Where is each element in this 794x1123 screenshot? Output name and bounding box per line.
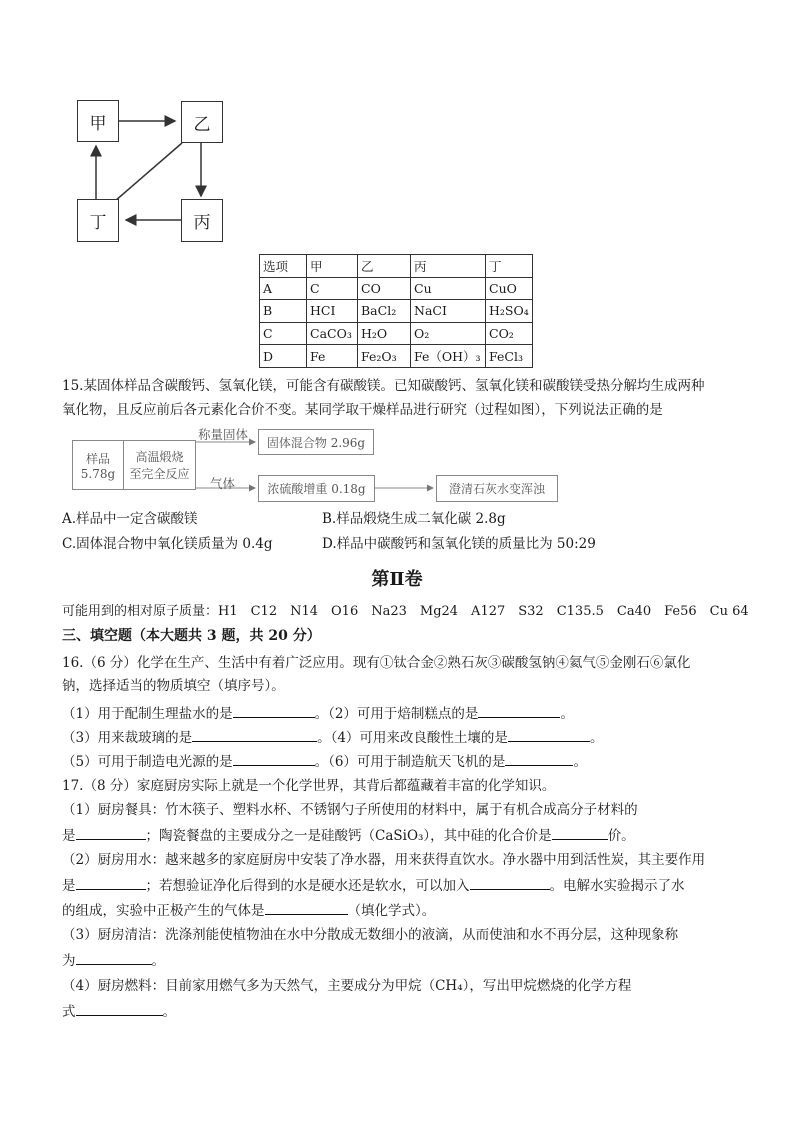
q17-answer-valence[interactable] [552, 827, 608, 840]
table-cell: Fe（OH）₃ [411, 345, 486, 368]
q17-part2-line2 [62, 877, 685, 894]
table-header-cell: 丙 [411, 255, 486, 278]
table-cell: Fe [307, 345, 358, 368]
table-cell: C [307, 277, 358, 300]
table-row [260, 277, 533, 300]
table-cell: CO₂ [486, 322, 533, 345]
q15-stem-line1: 15.某固体样品含碳酸钙、氢氧化镁，可能含有碳酸镁。已知碳酸钙、氢氧化镁和碳酸镁受热分解均生成两种 [62, 378, 705, 394]
flow-sample-mass: 5.78g [80, 466, 116, 481]
section-heading: 三、填空题（本大题共 3 题，共 20 分） [62, 628, 321, 644]
flow-condition-2: 至完全反应 [129, 467, 190, 481]
table-cell: NaCI [411, 300, 486, 323]
q17-text: ；陶瓷餐盘的主要成分之一是硅酸钙（CaSiO₃），其中硅的化合价是 [145, 828, 552, 844]
q17-text: 是 [62, 828, 76, 844]
q16-item-6: 。（6）可用于制造航天飞机的是 [314, 754, 506, 770]
q16-answer-1[interactable] [233, 705, 315, 718]
q17-part1-line2 [62, 827, 635, 844]
q17-text: ；若想验证净化后得到的水是硬水还是软水，可以加入 [145, 878, 470, 894]
q16-row-2 [62, 729, 603, 746]
q15-option-d: D.样品中碳酸钙和氢氧化镁的质量比为 50:29 [322, 536, 596, 552]
flow-acid-box: 浓硫酸增重 0.18g [258, 475, 375, 502]
q17-text: 为 [62, 953, 76, 969]
flow-solid-label: 称量固体 [198, 427, 249, 442]
q16-end: 。 [560, 706, 574, 722]
q17-answer-equation[interactable] [76, 1003, 163, 1016]
q17-text: 是 [62, 878, 76, 894]
options-table [259, 254, 533, 368]
node-jia: 甲 [77, 100, 119, 142]
table-header-cell: 丁 [486, 255, 533, 278]
node-bing: 丙 [181, 199, 223, 242]
q17-intro: 17.（8 分）家庭厨房实际上就是一个化学世界，其背后都蕴藏着丰富的化学知识。 [62, 778, 556, 794]
q16-answer-4[interactable] [508, 729, 590, 742]
flow-gas-label: 气体 [210, 476, 236, 491]
q17-part2-line1: （2）厨房用水：越来越多的家庭厨房中安装了净水器，用来获得直饮水。净水器中用到活性炭，其主要作用 [62, 852, 706, 868]
table-row [260, 322, 533, 345]
q15-stem-line2: 氧化物，且反应前后各元素化合价不变。某同学取干燥样品进行研究（过程如图），下列说法正确的是 [62, 402, 663, 418]
table-cell: FeCl₃ [486, 345, 533, 368]
node-yi: 乙 [181, 101, 223, 143]
table-row [260, 300, 533, 323]
table-header-cell: 选项 [260, 255, 307, 278]
table-cell: C [260, 322, 307, 345]
table-header-cell: 乙 [358, 255, 411, 278]
q15-option-a: A.样品中一定含碳酸镁 [62, 511, 198, 527]
table-cell: Cu [411, 277, 486, 300]
flow-sample-label: 样品 [85, 451, 110, 466]
table-cell: D [260, 345, 307, 368]
q17-part4-line1: （4）厨房燃料：目前家用燃气多为天然气，主要成分为甲烷（CH₄），写出甲烷燃烧的化学方程 [62, 978, 632, 994]
table-row [260, 345, 533, 368]
q17-part1-line1: （1）厨房餐具：竹木筷子、塑料水杯、不锈钢勺子所使用的材料中，属于有机合成高分子材料的 [62, 802, 638, 818]
q15-option-b: B.样品煅烧生成二氧化碳 2.8g [322, 511, 506, 527]
q17-part3-line1: （3）厨房清洁：洗涤剂能使植物油在水中分散成无数细小的液滴，从而使油和水不再分层，这种现象称 [62, 927, 679, 943]
table-cell: CuO [486, 277, 533, 300]
flow-sample-box [72, 440, 124, 490]
line-ding-yi [115, 143, 182, 201]
table-cell: H₂O [358, 322, 411, 345]
q17-part3-line2 [62, 952, 165, 969]
diagram-arrows [0, 0, 794, 260]
table-cell: O₂ [411, 322, 486, 345]
q17-text: 。 [151, 953, 165, 969]
q16-end: 。 [589, 730, 604, 746]
table-cell: Fe₂O₃ [358, 345, 411, 368]
table-cell: HCI [307, 300, 358, 323]
table-header-cell: 甲 [307, 255, 358, 278]
q16-end: 。 [573, 754, 587, 770]
table-header-row [260, 255, 533, 278]
q16-row-3 [62, 753, 587, 770]
q16-item-4: 。（4）可用来改良酸性土壤的是 [317, 730, 508, 746]
q17-answer-reagent[interactable] [470, 877, 550, 890]
flow-condition-box [124, 440, 196, 490]
flow-solid-box: 固体混合物 2.96g [258, 429, 374, 455]
atomic-mass-line: 可能用到的相对原子质量：H1 C12 N14 O16 Na23 Mg24 A127 S32 C135.5 Ca40 Fe56 Cu 64 [62, 604, 749, 619]
q16-item-1: （1）用于配制生理盐水的是 [62, 706, 233, 722]
flow-lime-box: 澄清石灰水变浑浊 [436, 475, 558, 502]
table-cell: A [260, 277, 307, 300]
q17-text: 价。 [607, 828, 635, 844]
q17-part2-line3 [62, 902, 435, 919]
node-ding: 丁 [77, 199, 119, 242]
section-title: 第Ⅱ卷 [371, 569, 423, 590]
q17-answer-material[interactable] [76, 827, 146, 840]
q16-answer-6[interactable] [505, 753, 573, 766]
q16-item-2: 。（2）可用于焙制糕点的是 [314, 706, 479, 722]
table-cell: H₂SO₄ [486, 300, 533, 323]
q16-stem-line1: 16.（6 分）化学在生产、生活中有着广泛应用。现有①钛合金②熟石灰③碳酸氢钠④氦气⑤金刚石⑥氯化 [62, 655, 691, 671]
q17-text: （填化学式）。 [347, 903, 436, 919]
q17-text: 。电解水实验揭示了水 [549, 878, 685, 894]
q15-option-c: C.固体混合物中氧化镁质量为 0.4g [62, 536, 273, 552]
q16-item-3: （3）用来裁玻璃的是 [62, 730, 193, 746]
q16-row-1 [62, 705, 574, 722]
q17-answer-emulsion[interactable] [76, 952, 152, 965]
q16-answer-3[interactable] [192, 729, 317, 742]
flow-condition-1: 高温煅烧 [135, 450, 184, 464]
q17-text: 。 [162, 1004, 176, 1020]
q16-stem-line2: 钠，选择适当的物质填空（填序号）。 [62, 678, 285, 694]
table-cell: CaCO₃ [307, 322, 358, 345]
table-cell: BaCl₂ [358, 300, 411, 323]
q17-part4-line2 [62, 1003, 176, 1020]
q17-text: 式 [62, 1004, 76, 1020]
q17-answer-gas[interactable] [265, 902, 348, 915]
q16-answer-2[interactable] [478, 705, 560, 718]
table-cell: B [260, 300, 307, 323]
table-cell: CO [358, 277, 411, 300]
q16-item-5: （5）可用于制造电光源的是 [62, 754, 233, 770]
q17-text: 的组成，实验中正极产生的气体是 [62, 903, 265, 919]
q17-answer-carbon[interactable] [76, 877, 146, 890]
q16-answer-5[interactable] [233, 753, 315, 766]
